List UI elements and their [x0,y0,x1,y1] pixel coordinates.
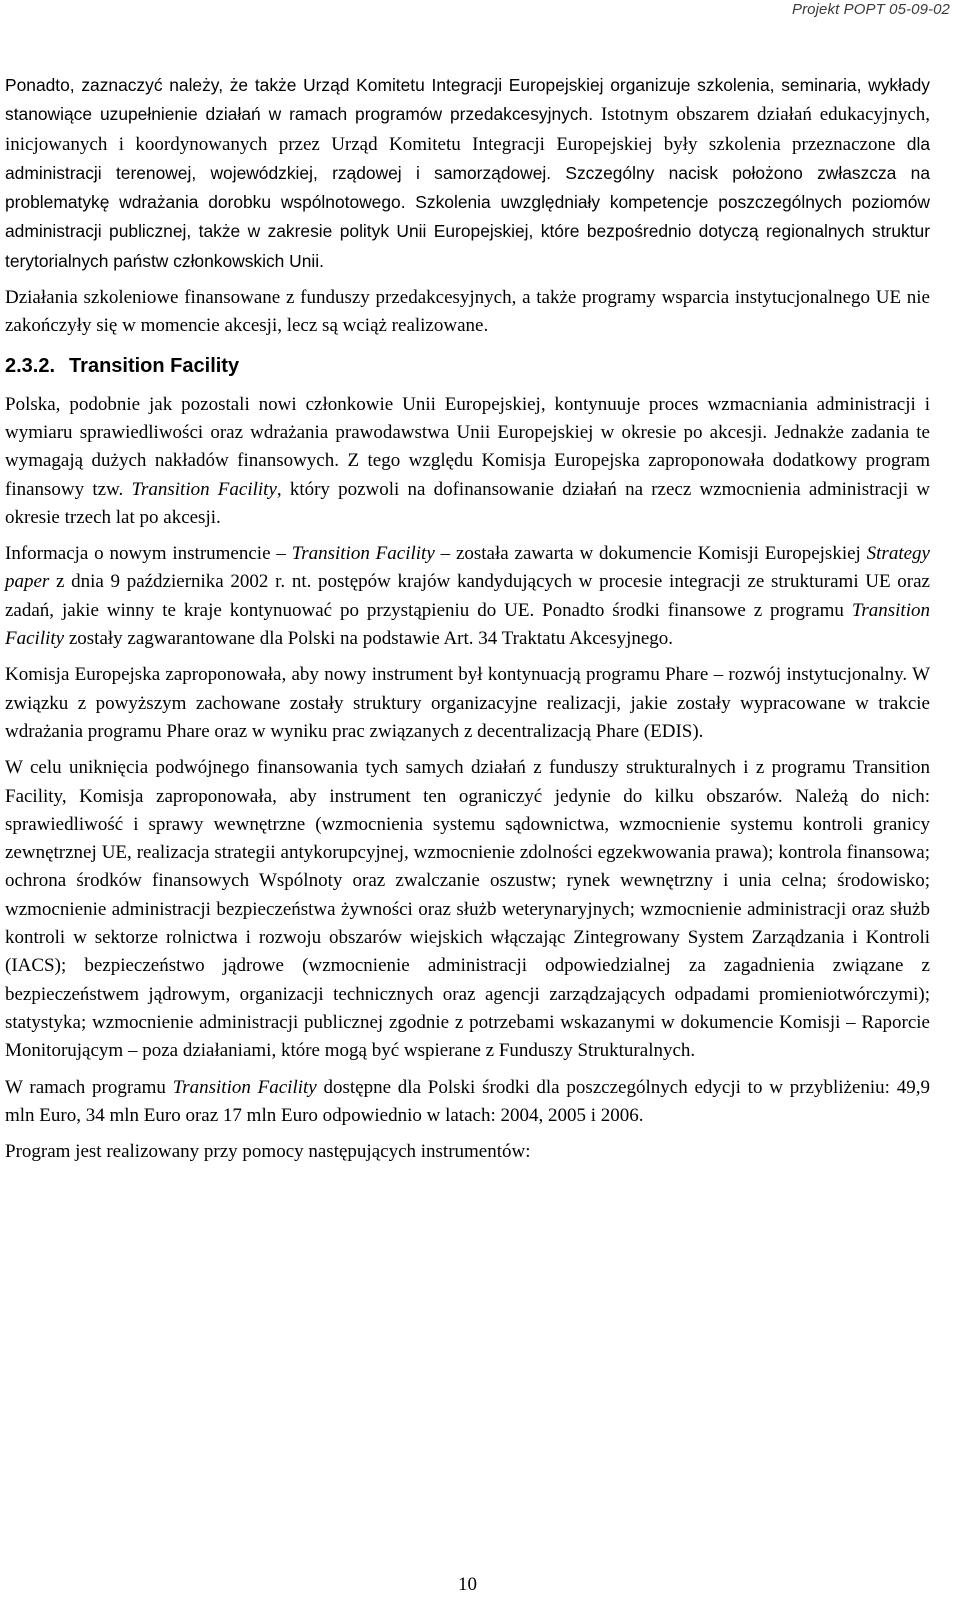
paragraph-transition-facility-intro [5,391,930,532]
page-number: 10 [458,1574,477,1595]
section-title: Transition Facility [69,354,240,377]
emphasis-term: Transition Facility [5,599,930,650]
emphasis-term: Transition Facility [131,478,277,500]
paragraph-training-intro-sans-2: dla administracji terenowej, wojewódzkiej, rządowej i samorządowej. Szczególny nacisk położono zwłaszcza na problematykę wdrażania dorobku wspólnotowego. Szkolenia uwzględniały kompetencje poszczególnych poziomów administracji publicznej, także w zakresie polityk Unii Europejskiej, które bezpośrednio dotyczą regionalnych struktur terytorialnych państw członkowskich Unii. [5,133,930,271]
text-run: dostępne dla Polski środki dla poszczególnych edycji to w przybliżeniu: 49,9 mln Euro, 34 mln Euro oraz 17 mln Euro odpowiednio w latach: 2004, 2005 i 2006. [5,1076,930,1126]
paragraph-phare-continuation: Komisja Europejska zaproponowała, aby nowy instrument był kontynuacją programu Phare – rozwój instytucjonalny. W związku z powyższym zachowane zostały struktury organizacyjne realizacji, jakie zostały wypracowane w trakcie wdrażania programu Phare oraz w wyniku prac związanych z decentralizacją Phare (EDIS). [5,664,930,742]
emphasis-term: Strategy paper [5,543,930,593]
text-run: – została zawarta w dokumencie Komisji Europejskiej [434,543,867,565]
emphasis-term: Transition Facility [291,543,435,565]
paragraph-training-intro [5,71,930,276]
document-body [5,71,930,1166]
project-header: Projekt POPT 05-09-02 [791,1,950,18]
text-run: Polska, podobnie jak pozostali nowi członkowie Unii Europejskiej, kontynuuje proces wzmacniania administracji i wymiaru sprawiedliwości oraz wdrażania prawodawstwa Unii Europejskiej w okresie po akcesji. Jednakże zadania te wymagają dużych nakładów finansowych. Z tego względu Komisja Europejska zaproponowała dodatkowy program finansowy tzw. [5,393,930,500]
paragraph-instruments-intro: Program jest realizowany przy pomocy następujących instrumentów: [5,1141,531,1163]
paragraph-training-intro-serif: Istotnym obszarem działań edukacyjnych, inicjowanych i koordynowanych przez Urząd Komitetu Integracji Europejskiej były szkolenia przeznaczone [5,104,931,155]
text-run: Informacja o nowym instrumencie – [5,543,292,565]
emphasis-term: Transition Facility [172,1076,317,1098]
text-run: W ramach programu [5,1076,173,1098]
paragraph-strategy-paper [5,540,930,653]
text-run: , który pozwoli na dofinansowanie działań na rzecz wzmocnienia administracji w okresie trzech lat po akcesji. [5,478,931,528]
text-run: zostały zagwarantowane dla Polski na podstawie Art. 34 Traktatu Akcesyjnego. [64,628,674,650]
section-heading [5,353,930,379]
section-number: 2.3.2. [5,354,56,377]
paragraph-training-continuation: Działania szkoleniowe finansowane z funduszy przedakcesyjnych, a także programy wsparcia instytucjonalnego UE nie zakończyły się w momencie akcesji, lecz są wciąż realizowane. [5,287,930,337]
paragraph-funding-amounts [5,1074,930,1131]
paragraph-training-intro-sans: Ponadto, zaznaczyć należy, że także Urząd Komitetu Integracji Europejskiej organizuje szkolenia, seminaria, wykłady stanowiące uzupełnienie działań w ramach programów przedakcesyjnych. [5,75,930,125]
paragraph-scope-areas: W celu uniknięcia podwójnego finansowania tych samych działań z funduszy strukturalnych i z programu Transition Facility, Komisja zaproponowała, aby instrument ten ograniczyć jedynie do kilku obszarów. Należą do nich: sprawiedliwość i sprawy wewnętrzne (wzmocnienia systemu sądownictwa, wzmocnienie systemu kontroli granicy zewnętrznej UE, realizacja strategii antykorupcyjnej, wzmocnienie zdolności egzekwowania prawa); kontrola finansowa; ochrona środków finansowych Wspólnoty oraz zwalczanie oszustw; rynek wewnętrzny i unia celna; środowisko; wzmocnienie administracji bezpieczeństwa żywności oraz służb weterynaryjnych; wzmocnienie administracji oraz służb kontroli w sektorze rolnictwa i rozwoju obszarów wiejskich włączając Zintegrowany System Zarządzania i Kontroli (IACS); bezpieczeństwo jądrowe (wzmocnienie administracji odpowiedzialnej za zagadnienia związane z bezpieczeństwem jądrowym, organizacji technicznych oraz agencji zarządzających odpadami promieniotwórczymi); statystyka; wzmocnienie administracji publicznej zgodnie z potrzebami wskazanymi w dokumencie Komisji – Raporcie Monitorującym – poza działaniami, które mogą być wspierane z Funduszy Strukturalnych. [5,757,930,1062]
text-run: z dnia 9 października 2002 r. nt. postępów krajów kandydujących w procesie integracji ze strukturami UE oraz zadań, jakie winny te kraje kontynuować po przystąpieniu do UE. Ponadto środki finansowe z programu [5,571,930,621]
